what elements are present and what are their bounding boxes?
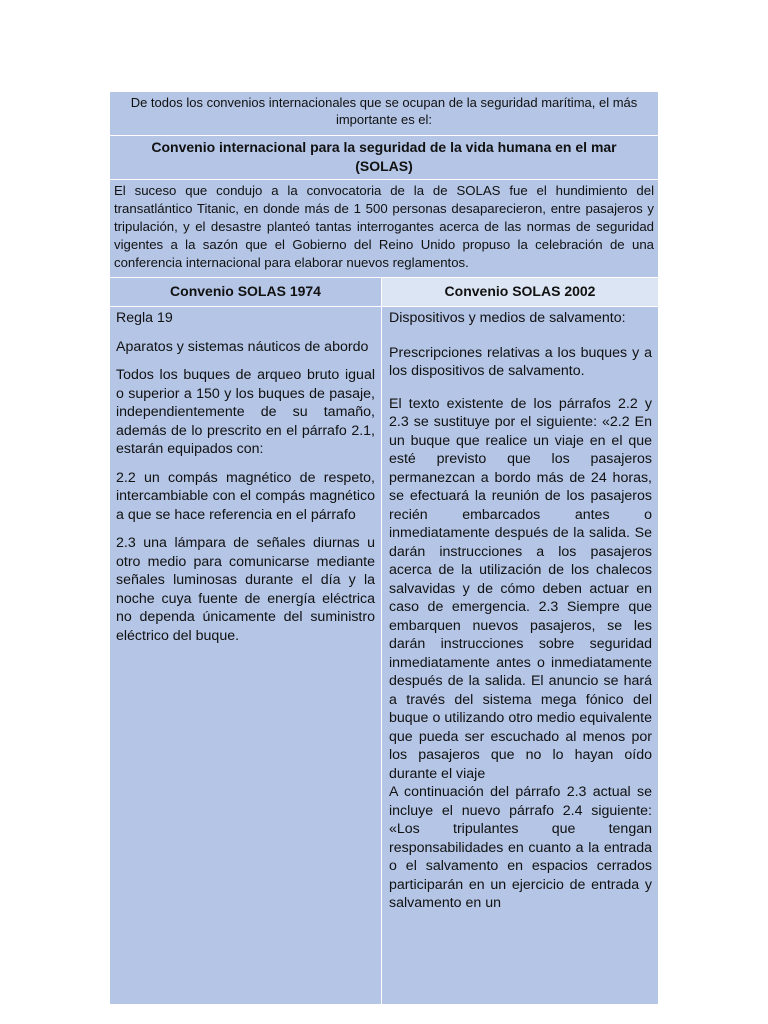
column-headers — [110, 278, 658, 307]
document-table — [110, 92, 658, 1004]
amendment-paragraph-1: El texto existente de los párrafos 2.2 y 2.3 se sustituye por el siguiente: «2.2 En un buque que realice un viaje en el que esté previsto que los pasajeros permanezcan a bordo más de 24 horas, se efectuará la reunión de los pasajeros recién embarcados antes o inmediatamente después de la salida. Se darán instrucciones a los pasajeros acerca de la utilización de los chalecos salvavidas y de cómo deben actuar en caso de emergencia. 2.3 Siempre que embarquen nuevos pasajeros, se les darán instrucciones sobre seguridad inmediatamente antes o inmediatamente después de la salida. El anuncio se hará a través del sistema mega fónico del buque o utilizando otro medio equivalente que pueda ser escuchado al menos por los pasajeros que no lo hayan oído durante el viaje — [389, 395, 652, 782]
rule-paragraph-2: 2.2 un compás magnético de respeto, intercambiable con el compás magnético a que se hace referencia en el párrafo — [116, 469, 375, 523]
amendment-subheading: Prescripciones relativas a los buques y a los dispositivos de salvamento. — [389, 344, 652, 379]
amendment-paragraph-2: A continuación del párrafo 2.3 actual se incluye el nuevo párrafo 2.4 siguiente: «Los tripulantes que tengan responsabilidades en cuanto a la entrada o el salvamento en espacios cerrados participarán en un ejercicio de entrada y salvamento en un — [389, 784, 652, 911]
rule-paragraph-3: 2.3 una lámpara de señales diurnas u otro medio para comunicarse mediante señales luminosas durante el día y la noche cuya fuente de energía eléctrica no dependa únicamente del suministro eléctrico del buque. — [116, 535, 375, 644]
convention-title: Convenio internacional para la seguridad de la vida humana en el mar (SOLAS) — [110, 136, 658, 180]
solas-2002-column — [382, 307, 658, 1004]
comparison-columns — [110, 307, 658, 1004]
background-paragraph: El suceso que condujo a la convocatoria de la de SOLAS fue el hundimiento del transatlántico Titanic, en donde más de 1 500 personas desaparecieron, entre pasajeros y tripulación, y el desastre planteó tantas interrogantes acerca de las normas de seguridad vigentes a la sazón que el Gobierno del Reino Unido propuso la celebración de una conferencia internacional para elaborar nuevos reglamentos. — [110, 180, 658, 278]
rule-paragraph-1: Todos los buques de arqueo bruto igual o superior a 150 y los buques de pasaje, independientemente de su tamaño, además de lo prescrito en el párrafo 2.1, estarán equipados con: — [116, 367, 375, 457]
rule-subtitle: Aparatos y sistemas náuticos de abordo — [116, 338, 369, 355]
header-solas-2002: Convenio SOLAS 2002 — [382, 278, 658, 306]
intro-text: De todos los convenios internacionales que se ocupan de la seguridad marítima, el más importante es el: — [110, 92, 658, 136]
header-solas-1974: Convenio SOLAS 1974 — [110, 278, 382, 306]
solas-1974-column — [110, 307, 382, 1004]
rule-number: Regla 19 — [116, 310, 173, 326]
amendment-heading: Dispositivos y medios de salvamento: — [389, 310, 626, 326]
